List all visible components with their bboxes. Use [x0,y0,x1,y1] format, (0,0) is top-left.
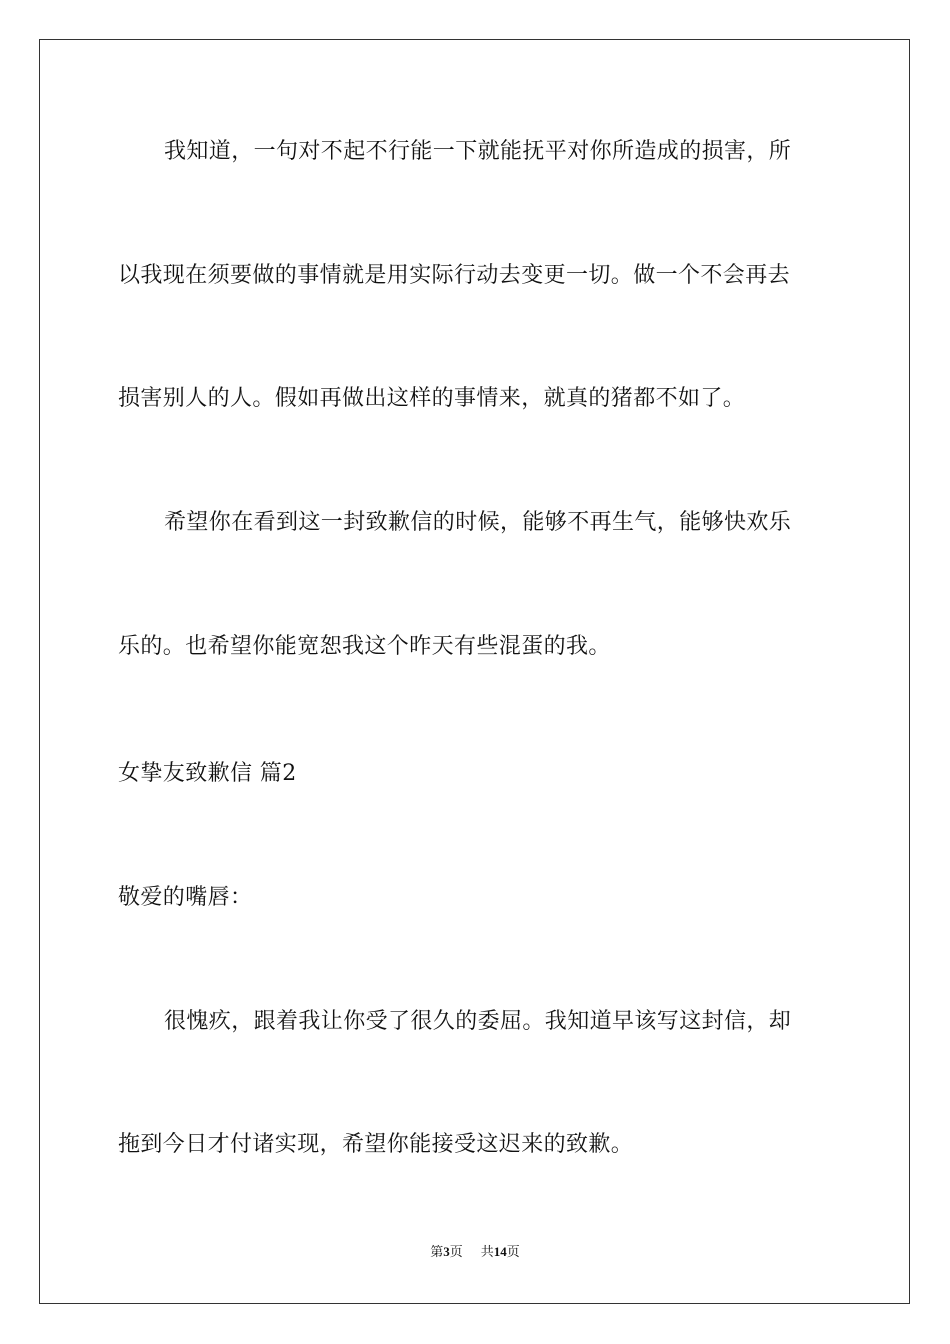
page-total: 14 [493,1244,507,1259]
total-prefix: 共 [480,1244,494,1259]
salutation: 敬爱的嘴唇： [118,885,253,910]
section-title: 女挚友致歉信 篇2 [118,761,297,786]
page-frame [39,39,910,1304]
paragraph-2-line-2: 乐的。也希望你能宽恕我这个昨天有些混蛋的我。 [118,634,611,659]
paragraph-1-line-3: 损害别人的人。假如再做出这样的事情来，就真的猪都不如了。 [118,386,746,411]
paragraph-1-line-1: 我知道，一句对不起不行能一下就能抚平对你所造成的损害，所 [164,139,792,164]
total-suffix: 页 [506,1244,520,1259]
page-footer [0,1243,950,1261]
page-prefix: 第 [430,1244,444,1259]
paragraph-2-line-1: 希望你在看到这一封致歉信的时候，能够不再生气，能够快欢乐 [164,510,792,535]
page-current: 3 [443,1244,450,1259]
paragraph-1-line-2: 以我现在须要做的事情就是用实际行动去变更一切。做一个不会再去 [118,263,791,288]
page-suffix: 页 [449,1244,463,1259]
paragraph-3-line-2: 拖到今日才付诸实现，希望你能接受这迟来的致歉。 [118,1132,634,1157]
paragraph-3-line-1: 很愧疚，跟着我让你受了很久的委屈。我知道早该写这封信，却 [164,1009,792,1034]
